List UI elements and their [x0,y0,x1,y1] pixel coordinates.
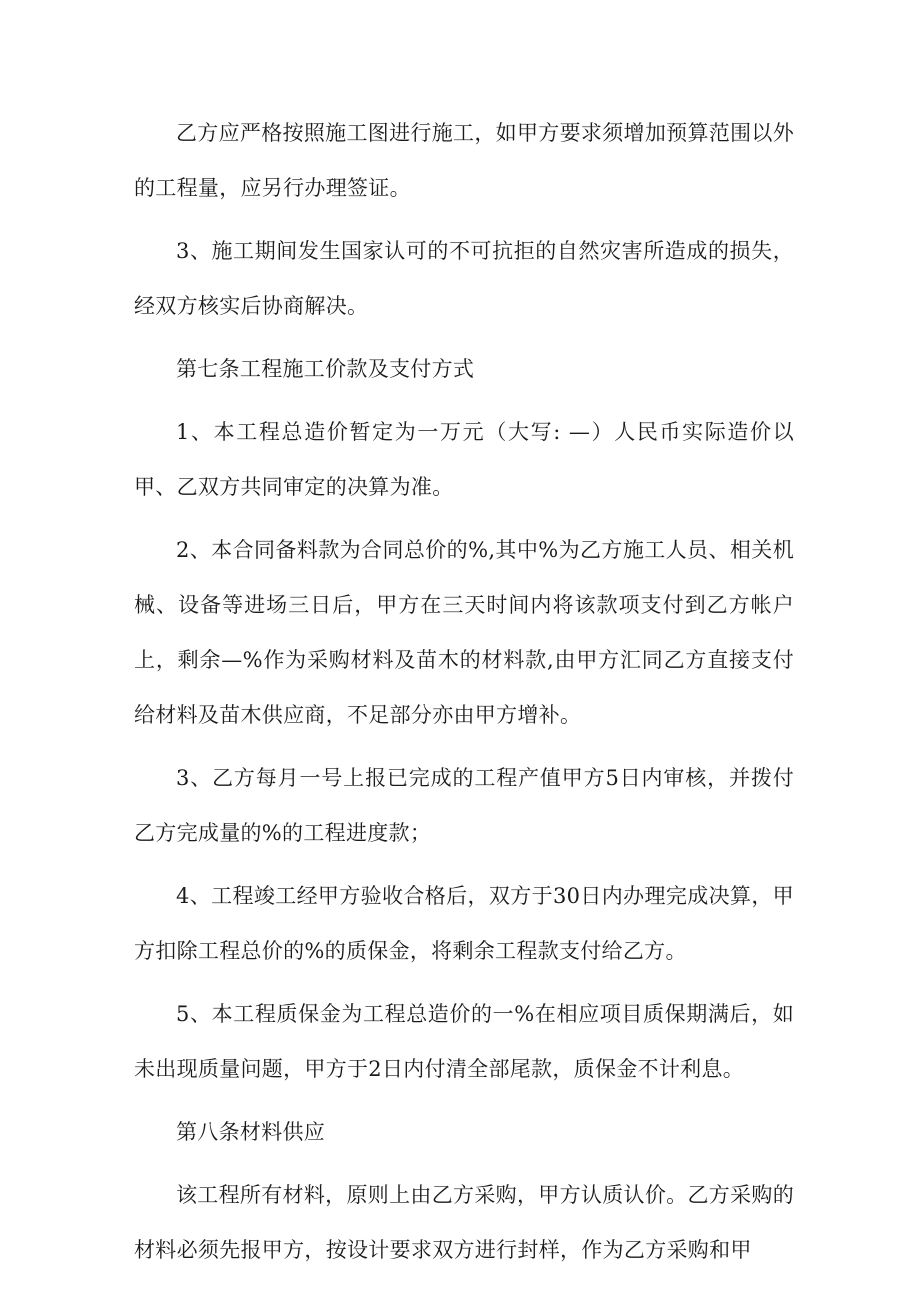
section-heading-article-7: 第七条工程施工价款及支付方式 [176,357,475,381]
paragraph-final-settlement: 4、工程竣工经甲方验收合格后，双方于30日内办理完成决算，甲方扣除工程总价的%的质保金，将剩余工程款支付给乙方。 [134,884,794,963]
paragraph-total-cost: 1、本工程总造价暂定为一万元（大写: —）人民币实际造价以甲、乙双方共同审定的决算为准。 [134,420,794,499]
paragraph-monthly-progress-payment: 3、乙方每月一号上报已完成的工程产值甲方5日内审核，并拨付乙方完成量的%的工程进度款； [134,766,794,845]
section-heading-article-8: 第八条材料供应 [176,1120,326,1144]
paragraph-material-procurement: 该工程所有材料，原则上由乙方采购，甲方认质认价。乙方采购的材料必须先报甲方，按设计要求双方进行封样，作为乙方采购和甲 [134,1183,794,1262]
paragraph-force-majeure: 3、施工期间发生国家认可的不可抗拒的自然灾害所造成的损失，经双方核实后协商解决。 [134,239,794,318]
paragraph-warranty-deposit: 5、本工程质保金为工程总造价的一%在相应项目质保期满后，如未出现质量问题，甲方于2日内付清全部尾款，质保金不计利息。 [134,1002,794,1081]
paragraph-advance-payment: 2、本合同备料款为合同总价的%,其中%为乙方施工人员、相关机械、设备等进场三日后，甲方在三天时间内将该款项支付到乙方帐户上，剩余—%作为采购材料及苗木的材料款,由甲方汇同乙方直接支付给材料及苗木供应商，不足部分亦由甲方增补。 [134,538,794,727]
paragraph-construction-per-drawings: 乙方应严格按照施工图进行施工，如甲方要求须增加预算范围以外的工程量，应另行办理签证。 [134,121,794,200]
document-body [134,106,794,1286]
